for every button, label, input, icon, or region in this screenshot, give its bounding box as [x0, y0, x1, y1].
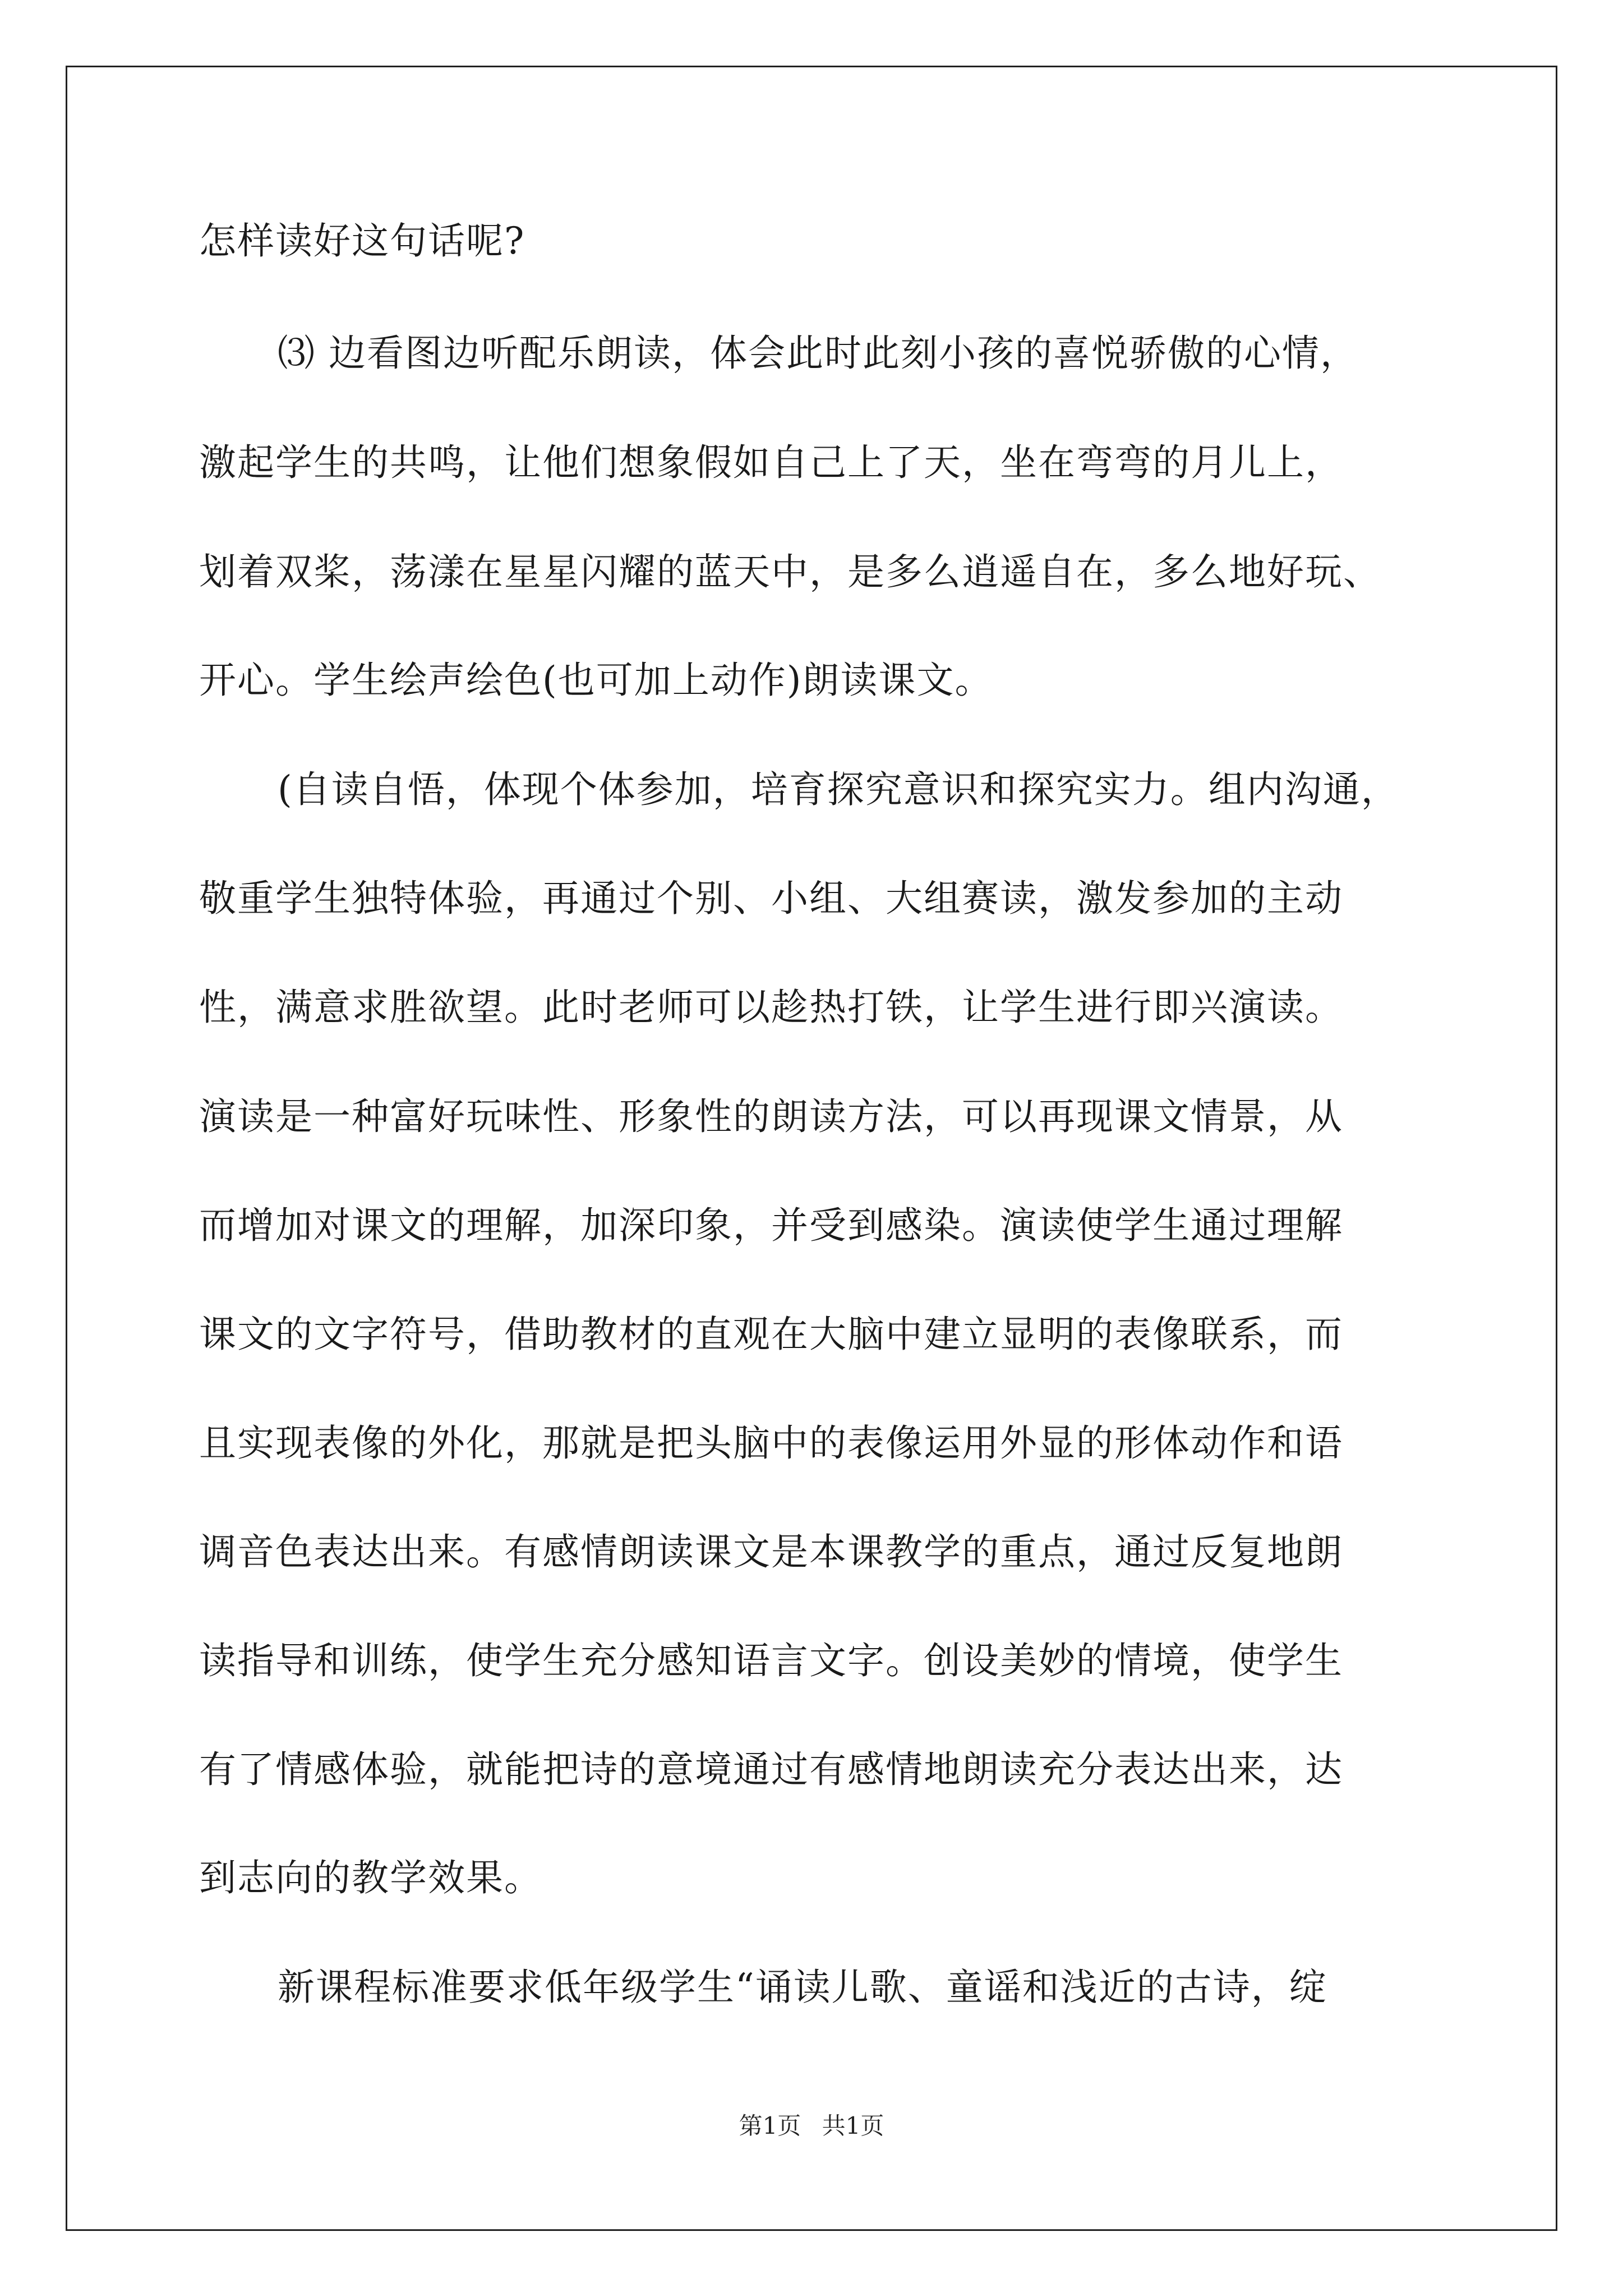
text-line: 演读是一种富好玩味性、形象性的朗读方法，可以再现课文情景，从	[199, 1095, 1343, 1138]
page-footer	[0, 2109, 1623, 2143]
text-line: 划着双桨，荡漾在星星闪耀的蓝天中，是多么逍遥自在，多么地好玩、	[199, 550, 1381, 593]
page-total: 共1页	[822, 2112, 884, 2139]
text-line: 开心。学生绘声绘色(也可加上动作)朗读课文。	[199, 659, 993, 702]
paragraph-start-line: 新课程标准要求低年级学生“诵读儿歌、童谣和浅近的古诗，绽	[278, 1966, 1327, 2009]
paragraph-start-line: ⑶ 边看图边听配乐朗读，体会此时此刻小孩的喜悦骄傲的心情，	[278, 332, 1358, 375]
text-line: 读指导和训练，使学生充分感知语言文字。创设美妙的情境，使学生	[199, 1639, 1343, 1682]
paragraph-start-line: (自读自悟，体现个体参加，培育探究意识和探究实力。组内沟通，	[278, 768, 1399, 811]
text-line: 激起学生的共鸣，让他们想象假如自己上了天，坐在弯弯的月儿上，	[199, 441, 1343, 484]
text-line: 敬重学生独特体验，再通过个别、小组、大组赛读，激发参加的主动	[199, 877, 1343, 920]
text-line: 到志向的教学效果。	[199, 1856, 542, 1899]
text-line: 调音色表达出来。有感情朗读课文是本课教学的重点，通过反复地朗	[199, 1530, 1343, 1573]
text-line: 有了情感体验，就能把诗的意境通过有感情地朗读充分表达出来，达	[199, 1748, 1343, 1791]
text-line: 而增加对课文的理解，加深印象，并受到感染。演读使学生通过理解	[199, 1204, 1343, 1247]
text-line: 且实现表像的外化，那就是把头脑中的表像运用外显的形体动作和语	[199, 1421, 1343, 1465]
page-number: 第1页	[739, 2112, 801, 2139]
text-line: 课文的文字符号，借助教材的直观在大脑中建立显明的表像联系，而	[199, 1313, 1343, 1356]
text-line: 怎样读好这句话呢?	[199, 219, 525, 263]
page-border	[66, 66, 1557, 2231]
text-line: 性，满意求胜欲望。此时老师可以趁热打铁，让学生进行即兴演读。	[199, 986, 1343, 1029]
